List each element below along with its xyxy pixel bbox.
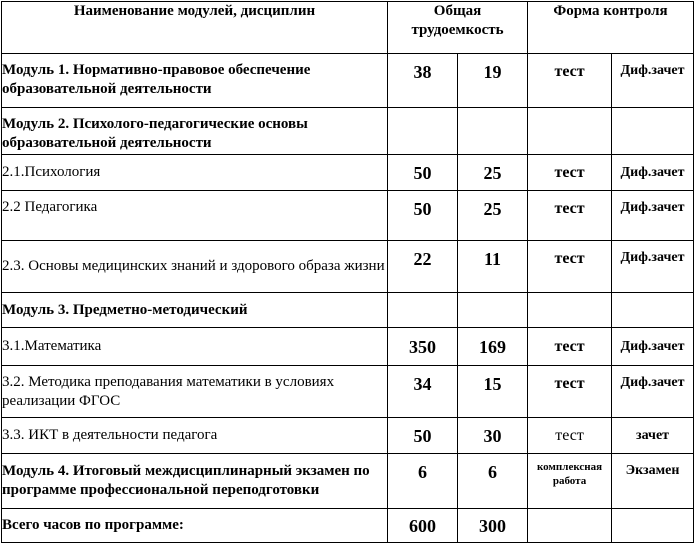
row-hours-2: 25 bbox=[458, 191, 528, 241]
row-control-1: тест bbox=[528, 366, 612, 418]
header-row bbox=[2, 2, 694, 54]
row-name: 3.2. Методика преподавания математики в условиях реализации ФГОС bbox=[2, 366, 388, 418]
row-hours-1: 350 bbox=[388, 328, 458, 366]
row-control-1: тест bbox=[528, 54, 612, 108]
header-name: Наименование модулей, дисциплин bbox=[2, 2, 388, 54]
row-hours-2: 300 bbox=[458, 509, 528, 543]
table-row bbox=[2, 328, 694, 366]
row-hours-2 bbox=[458, 108, 528, 155]
row-hours-2 bbox=[458, 293, 528, 328]
program-table bbox=[1, 1, 694, 543]
row-hours-1: 6 bbox=[388, 454, 458, 509]
row-control-1: тест bbox=[528, 418, 612, 454]
table-row bbox=[2, 108, 694, 155]
row-control-2 bbox=[612, 108, 694, 155]
row-hours-1: 50 bbox=[388, 191, 458, 241]
row-hours-2: 6 bbox=[458, 454, 528, 509]
row-name: 3.1.Математика bbox=[2, 328, 388, 366]
row-hours-1: 50 bbox=[388, 418, 458, 454]
header-total: Общая трудоемкость bbox=[388, 2, 528, 54]
row-control-2 bbox=[612, 293, 694, 328]
row-name: Модуль 3. Предметно-методический bbox=[2, 293, 388, 328]
row-control-1: тест bbox=[528, 191, 612, 241]
row-control-1: тест bbox=[528, 155, 612, 191]
row-control-2: Диф.зачет bbox=[612, 191, 694, 241]
table-row bbox=[2, 54, 694, 108]
table-row bbox=[2, 241, 694, 293]
row-hours-2: 15 bbox=[458, 366, 528, 418]
row-hours-2: 19 bbox=[458, 54, 528, 108]
table-row bbox=[2, 293, 694, 328]
table-row bbox=[2, 418, 694, 454]
row-hours-2: 169 bbox=[458, 328, 528, 366]
row-hours-1: 22 bbox=[388, 241, 458, 293]
total-row bbox=[2, 509, 694, 543]
row-control-1 bbox=[528, 509, 612, 543]
row-control-1 bbox=[528, 108, 612, 155]
row-name: 2.2 Педагогика bbox=[2, 191, 388, 241]
row-name: 2.3. Основы медицинских знаний и здорового образа жизни bbox=[2, 241, 388, 293]
table-row bbox=[2, 454, 694, 509]
row-control-2: Диф.зачет bbox=[612, 54, 694, 108]
row-hours-1: 34 bbox=[388, 366, 458, 418]
row-control-1 bbox=[528, 293, 612, 328]
row-control-2: Экзамен bbox=[612, 454, 694, 509]
row-name: Модуль 1. Нормативно-правовое обеспечение образовательной деятельности bbox=[2, 54, 388, 108]
row-control-1: тест bbox=[528, 241, 612, 293]
row-name: Всего часов по программе: bbox=[2, 509, 388, 543]
row-hours-1: 38 bbox=[388, 54, 458, 108]
row-hours-2: 11 bbox=[458, 241, 528, 293]
row-control-2: Диф.зачет bbox=[612, 328, 694, 366]
row-control-2: Диф.зачет bbox=[612, 241, 694, 293]
row-name: 3.3. ИКТ в деятельности педагога bbox=[2, 418, 388, 454]
row-name: Модуль 2. Психолого-педагогические основы образовательной деятельности bbox=[2, 108, 388, 155]
row-control-2: Диф.зачет bbox=[612, 155, 694, 191]
row-hours-1: 50 bbox=[388, 155, 458, 191]
row-name: Модуль 4. Итоговый междисциплинарный экзамен по программе профессиональной переподготовки bbox=[2, 454, 388, 509]
row-hours-2: 30 bbox=[458, 418, 528, 454]
table-row bbox=[2, 366, 694, 418]
row-control-2: Диф.зачет bbox=[612, 366, 694, 418]
header-control: Форма контроля bbox=[528, 2, 694, 54]
row-hours-1 bbox=[388, 293, 458, 328]
row-control-1: тест bbox=[528, 328, 612, 366]
row-control-2 bbox=[612, 509, 694, 543]
row-control-2: зачет bbox=[612, 418, 694, 454]
table-row bbox=[2, 191, 694, 241]
row-hours-1: 600 bbox=[388, 509, 458, 543]
row-name: 2.1.Психология bbox=[2, 155, 388, 191]
table-row bbox=[2, 155, 694, 191]
row-hours-1 bbox=[388, 108, 458, 155]
row-hours-2: 25 bbox=[458, 155, 528, 191]
row-control-1: комплексная работа bbox=[528, 454, 612, 509]
